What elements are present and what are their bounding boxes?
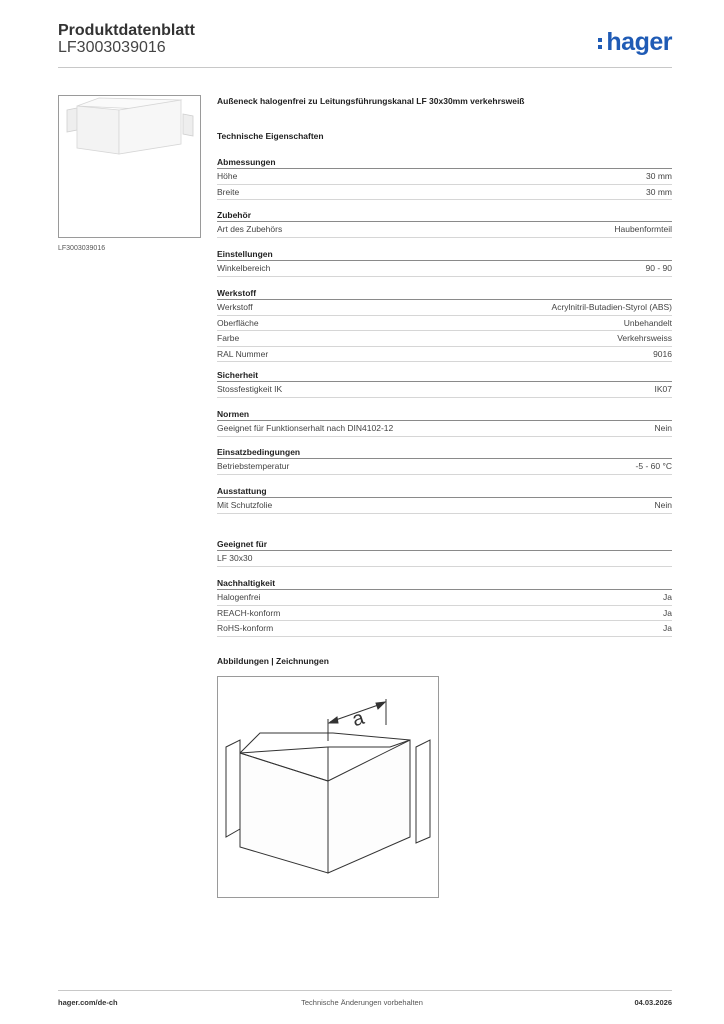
section-heading: Werkstoff bbox=[217, 287, 672, 300]
section-zubehoer bbox=[217, 209, 672, 238]
section-heading: Nachhaltigkeit bbox=[217, 577, 672, 590]
property-row: Farbe Verkehrsweiss bbox=[217, 331, 672, 347]
section-heading: Normen bbox=[217, 408, 672, 421]
footer-website-link[interactable]: hager.com/de-ch bbox=[58, 998, 118, 1007]
logo-dots-icon bbox=[598, 35, 603, 52]
section-ausstattung bbox=[217, 485, 672, 514]
tech-properties-heading: Technische Eigenschaften bbox=[217, 131, 324, 141]
dimension-label: a bbox=[349, 706, 367, 732]
property-row: RoHS-konform Ja bbox=[217, 621, 672, 637]
footer-notice: Technische Änderungen vorbehalten bbox=[301, 998, 423, 1007]
header-divider bbox=[58, 67, 672, 68]
page-title: Produktdatenblatt bbox=[58, 22, 195, 39]
property-row: RAL Nummer 9016 bbox=[217, 347, 672, 363]
section-werkstoff bbox=[217, 287, 672, 362]
section-sicherheit bbox=[217, 369, 672, 398]
section-normen bbox=[217, 408, 672, 437]
section-geeignet-fuer bbox=[217, 538, 672, 567]
section-heading: Ausstattung bbox=[217, 485, 672, 498]
property-row: Werkstoff Acrylnitril-Butadien-Styrol (ABS) bbox=[217, 300, 672, 316]
brand-logo bbox=[598, 28, 672, 57]
figures-heading: Abbildungen | Zeichnungen bbox=[217, 656, 329, 666]
property-row: REACH-konform Ja bbox=[217, 606, 672, 622]
section-heading: Abmessungen bbox=[217, 156, 672, 169]
corner-drawing-icon bbox=[218, 677, 438, 897]
section-heading: Zubehör bbox=[217, 209, 672, 222]
technical-drawing bbox=[217, 676, 439, 898]
property-row: Höhe 30 mm bbox=[217, 169, 672, 185]
brand-name: hager bbox=[606, 28, 672, 56]
section-heading: Geeignet für bbox=[217, 538, 672, 551]
property-row: Art des Zubehörs Haubenformteil bbox=[217, 222, 672, 238]
section-heading: Einsatzbedingungen bbox=[217, 446, 672, 459]
property-row: Mit Schutzfolie Nein bbox=[217, 498, 672, 514]
product-code: LF3003039016 bbox=[58, 39, 166, 56]
section-heading: Sicherheit bbox=[217, 369, 672, 382]
property-row: LF 30x30 bbox=[217, 551, 672, 567]
section-einstellungen bbox=[217, 248, 672, 277]
section-abmessungen bbox=[217, 156, 672, 200]
section-einsatzbedingungen bbox=[217, 446, 672, 475]
property-row: Betriebstemperatur -5 - 60 °C bbox=[217, 459, 672, 475]
footer-date: 04.03.2026 bbox=[634, 998, 672, 1007]
image-caption: LF3003039016 bbox=[58, 245, 106, 252]
property-row: Geeignet für Funktionserhalt nach DIN4102-12 Nein bbox=[217, 421, 672, 437]
product-title: Außeneck halogenfrei zu Leitungsführungskanal LF 30x30mm verkehrsweiß bbox=[217, 96, 525, 106]
property-row: Oberfläche Unbehandelt bbox=[217, 316, 672, 332]
product-image bbox=[58, 95, 201, 238]
section-heading: Einstellungen bbox=[217, 248, 672, 261]
property-row: Halogenfrei Ja bbox=[217, 590, 672, 606]
footer-divider bbox=[58, 990, 672, 991]
property-row: Stossfestigkeit IK IK07 bbox=[217, 382, 672, 398]
corner-piece-icon bbox=[59, 96, 200, 237]
property-row: Winkelbereich 90 - 90 bbox=[217, 261, 672, 277]
property-row: Breite 30 mm bbox=[217, 185, 672, 201]
section-nachhaltigkeit bbox=[217, 577, 672, 637]
